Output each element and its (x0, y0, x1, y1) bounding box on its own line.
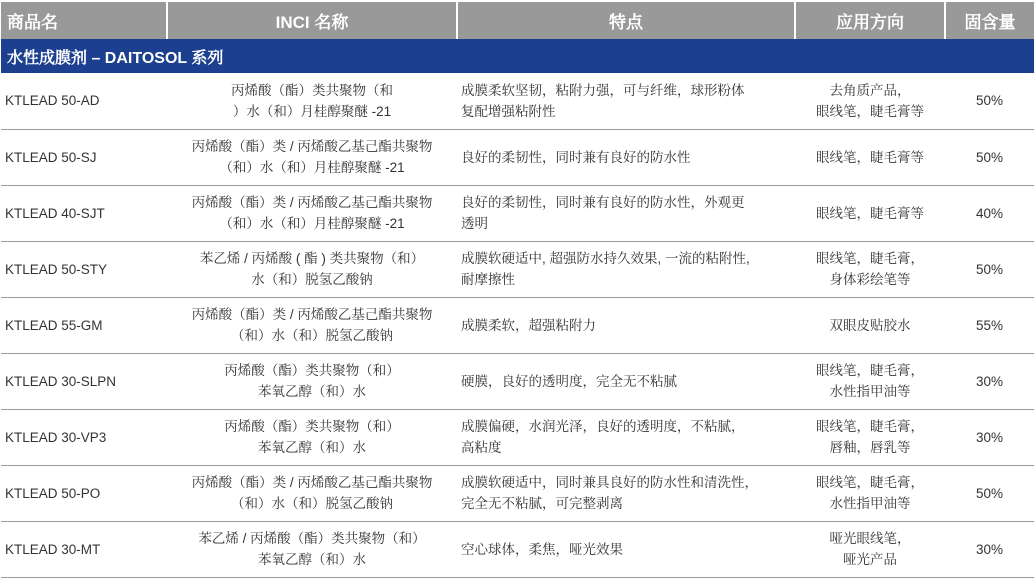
feature-line: 硬膜，良好的透明度，完全无不粘腻 (461, 373, 677, 389)
features-cell (457, 297, 795, 353)
application-line: 眼线笔，睫毛膏， (816, 251, 924, 266)
section-row (1, 39, 1034, 73)
features-cell (457, 521, 795, 577)
features-cell (457, 185, 795, 241)
table-row (1, 465, 1034, 521)
inci-name-cell (167, 409, 457, 465)
header-inci-name: INCI 名称 (167, 2, 457, 39)
application-cell (795, 521, 945, 577)
feature-line: 复配增强粘附性 (461, 103, 556, 119)
solid-content-cell: 50% (945, 465, 1034, 521)
application-cell (795, 409, 945, 465)
inci-line: 丙烯酸（酯）类 / 丙烯酸乙基己酯共聚物 (191, 195, 433, 210)
table-row (1, 129, 1034, 185)
table-row (1, 521, 1034, 577)
solid-content-cell: 30% (945, 521, 1034, 577)
header-application: 应用方向 (795, 2, 945, 39)
application-line: 眼线笔，睫毛膏， (816, 363, 924, 378)
application-line: 哑光产品 (843, 552, 897, 567)
product-name-cell: KTLEAD 50-AD (1, 73, 167, 129)
product-name-cell: KTLEAD 50-SJ (1, 129, 167, 185)
inci-name-cell (167, 465, 457, 521)
section-title: 水性成膜剂 – DAITOSOL 系列 (7, 49, 224, 67)
application-cell (795, 465, 945, 521)
feature-line: 良好的柔韧性，同时兼有良好的防水性 (461, 149, 691, 165)
feature-line: 成膜柔软坚韧，粘附力强，可与纤维，球形粉体 (461, 82, 745, 98)
header-product-name: 商品名 (1, 2, 167, 39)
features-cell (457, 129, 795, 185)
product-name-cell: KTLEAD 40-SJT (1, 185, 167, 241)
feature-line: 成膜偏硬，水润光泽，良好的透明度，不粘腻， (461, 419, 745, 434)
table-row (1, 241, 1034, 297)
feature-line: 空心球体，柔焦，哑光效果 (461, 541, 623, 557)
inci-name-cell (167, 297, 457, 353)
inci-line: 丙烯酸（酯）类共聚物（和 (231, 82, 393, 98)
inci-line: （和）水（和）脱氢乙酸钠 (231, 328, 393, 343)
inci-line: 丙烯酸（酯）类共聚物（和） (224, 363, 400, 378)
inci-line: （和）水（和）月桂醇聚醚 -21 (219, 160, 405, 175)
solid-content-cell: 50% (945, 129, 1034, 185)
inci-line: 丙烯酸（酯）类 / 丙烯酸乙基己酯共聚物 (191, 307, 433, 322)
inci-line: 苯氧乙醇（和）水 (258, 384, 366, 399)
application-line: 水性指甲油等 (829, 496, 911, 511)
application-line: 哑光眼线笔， (829, 531, 911, 546)
table-row (1, 353, 1034, 409)
inci-line: ）水（和）月桂醇聚醚 -21 (232, 103, 392, 119)
table-row (1, 297, 1034, 353)
application-line: 身体彩绘笔等 (829, 272, 911, 287)
feature-line: 透明 (461, 216, 488, 231)
application-line: 眼线笔，睫毛膏等 (816, 103, 924, 119)
feature-line: 耐摩擦性 (461, 272, 515, 287)
application-cell (795, 241, 945, 297)
features-cell (457, 241, 795, 297)
application-line: 双眼皮贴胶水 (829, 317, 911, 333)
solid-content-cell: 50% (945, 73, 1034, 129)
table-body (1, 39, 1034, 577)
feature-line: 高粘度 (461, 440, 502, 455)
application-line: 水性指甲油等 (829, 384, 911, 399)
application-cell (795, 297, 945, 353)
solid-content-cell: 30% (945, 409, 1034, 465)
inci-line: （和）水（和）脱氢乙酸钠 (231, 496, 393, 511)
product-table (1, 2, 1034, 578)
application-line: 唇釉，唇乳等 (829, 440, 911, 455)
inci-name-cell (167, 185, 457, 241)
product-name-cell: KTLEAD 30-VP3 (1, 409, 167, 465)
inci-line: 苯乙烯 / 丙烯酸（酯）类共聚物（和） (198, 531, 426, 546)
application-cell (795, 353, 945, 409)
feature-line: 良好的柔韧性，同时兼有良好的防水性，外观更 (461, 195, 745, 210)
inci-name-cell (167, 353, 457, 409)
application-line: 去角质产品， (829, 82, 911, 98)
application-cell (795, 73, 945, 129)
feature-line: 成膜柔软，超强粘附力 (461, 317, 596, 333)
inci-line: 丙烯酸（酯）类共聚物（和） (224, 419, 400, 434)
features-cell (457, 73, 795, 129)
application-line: 眼线笔，睫毛膏， (816, 475, 924, 490)
product-name-cell: KTLEAD 30-SLPN (1, 353, 167, 409)
inci-line: 水（和）脱氢乙酸钠 (251, 272, 373, 287)
inci-name-cell (167, 73, 457, 129)
application-line: 眼线笔，睫毛膏等 (816, 205, 924, 221)
product-name-cell: KTLEAD 55-GM (1, 297, 167, 353)
table-row (1, 409, 1034, 465)
table-row (1, 73, 1034, 129)
product-name-cell: KTLEAD 30-MT (1, 521, 167, 577)
application-cell (795, 185, 945, 241)
feature-line: 成膜软硬适中, 超强防水持久效果, 一流的粘附性, (461, 251, 750, 266)
inci-name-cell (167, 521, 457, 577)
inci-line: 苯乙烯 / 丙烯酸 ( 酯 ) 类共聚物（和） (199, 251, 425, 266)
feature-line: 完全无不粘腻，可完整剥离 (461, 496, 623, 511)
solid-content-cell: 30% (945, 353, 1034, 409)
header-solid-content: 固含量 (964, 13, 1016, 32)
inci-line: 丙烯酸（酯）类 / 丙烯酸乙基己酯共聚物 (191, 139, 433, 154)
inci-line: （和）水（和）月桂醇聚醚 -21 (219, 216, 405, 231)
application-cell (795, 129, 945, 185)
table-header (1, 2, 1034, 39)
application-line: 眼线笔，睫毛膏， (816, 419, 924, 434)
feature-line: 成膜软硬适中，同时兼具良好的防水性和清洗性， (461, 475, 758, 490)
features-cell (457, 465, 795, 521)
features-cell (457, 353, 795, 409)
solid-content-cell: 40% (945, 185, 1034, 241)
product-name-cell: KTLEAD 50-STY (1, 241, 167, 297)
solid-content-cell: 50% (945, 241, 1034, 297)
product-name-cell: KTLEAD 50-PO (1, 465, 167, 521)
inci-line: 苯氧乙醇（和）水 (258, 552, 366, 567)
solid-content-cell: 55% (945, 297, 1034, 353)
application-line: 眼线笔，睫毛膏等 (816, 149, 924, 165)
header-features: 特点 (457, 2, 795, 39)
inci-name-cell (167, 129, 457, 185)
inci-line: 苯氧乙醇（和）水 (258, 440, 366, 455)
inci-name-cell (167, 241, 457, 297)
features-cell (457, 409, 795, 465)
inci-line: 丙烯酸（酯）类 / 丙烯酸乙基己酯共聚物 (191, 475, 433, 490)
table-row (1, 185, 1034, 241)
